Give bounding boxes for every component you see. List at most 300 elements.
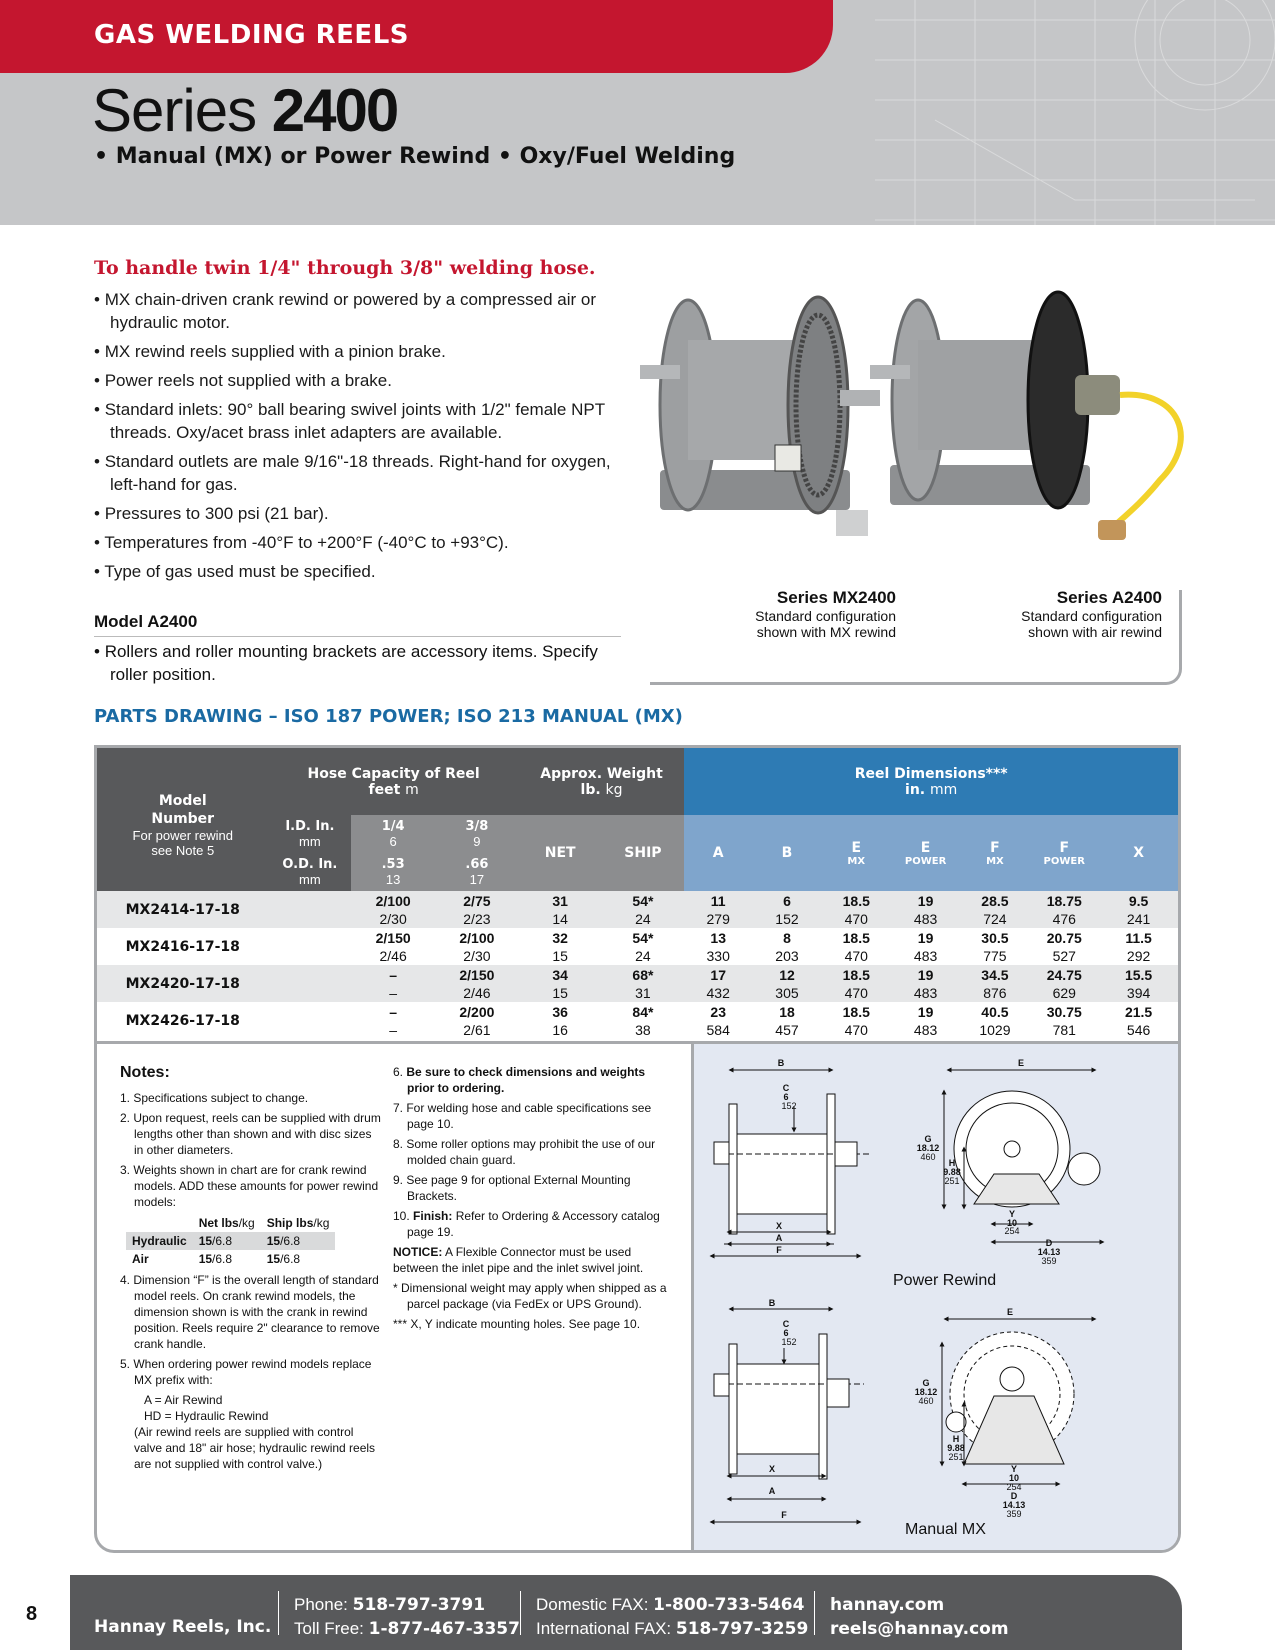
value-cell [351,928,435,965]
primary-value: 15.5 [1124,966,1153,983]
primary-value: 68* [632,966,654,983]
weight-header [519,748,685,815]
dim-col-header [891,815,961,891]
wt-val: 15 [198,1252,213,1266]
metric-value: 31 [635,984,651,1001]
od-mm: 13 [385,872,401,887]
od-inch: .53 [381,857,405,872]
value-cell [351,891,435,928]
power-rewind-end-view [944,1070,1102,1242]
note-5-hydraulic: HD = Hydraulic Rewind [144,1409,269,1423]
value-cell [684,891,752,928]
tollfree-label: Toll Free: [294,1619,364,1638]
domestic-fax-label: Domestic FAX: [536,1595,649,1614]
wt-unit: /6.8 [212,1234,233,1248]
primary-value: 30.75 [1046,1003,1082,1020]
dim-d-in: 14.13 [1002,1500,1026,1510]
company-name: Hannay Reels, Inc. [94,1617,272,1637]
metric-value: 432 [706,984,730,1001]
caption-line: shown with MX rewind [756,624,896,640]
note-6-num: 6. [393,1065,404,1079]
wt-net-unit: /kg [238,1216,255,1230]
mx2400-reel-image [640,297,880,536]
metric-value: 483 [913,947,938,964]
value-cell [891,1002,961,1039]
value-cell [519,891,602,928]
email-link[interactable]: reels@hannay.com [830,1619,1009,1639]
wt-name: Hydraulic [132,1234,187,1248]
note-6-text: Be sure to check dimensions and weights prior to ordering. [406,1065,646,1095]
value-cell [351,965,435,1002]
metric-value: 2/46 [379,947,407,964]
note-10-num: 10. [393,1209,410,1223]
caption-mx2400 [700,588,896,640]
id-inch: 3/8 [465,819,489,834]
dim-y-in: 10 [1006,1218,1018,1228]
value-cell [961,928,1030,965]
metric-value: 203 [775,947,799,964]
od-col-2 [435,853,519,891]
caption-a2400 [966,588,1162,640]
dim-c-label: C [782,1083,790,1093]
dim-g-in: 18.12 [914,1387,938,1397]
dim-f-label: F [781,1510,787,1520]
manual-mx-label: Manual MX [905,1521,986,1538]
note-1: 1. Specifications subject to change. [120,1091,309,1105]
specifications-panel [94,745,1181,1553]
dim-col-header [684,815,752,891]
mm-label: mm [299,834,321,849]
dim-h-mm: 251 [944,1176,960,1186]
value-cell [435,965,519,1002]
features-list [94,288,634,589]
value-cell [1029,965,1099,1002]
note-4: 4. Dimension “F” is the overall length of standard model reels. On crank rewind models, the dimension shown is with the crank in rewind position. Reels require 2" clearance to remove crank handle. [120,1273,380,1351]
primary-value: 54* [632,892,654,909]
dim-d-label: D [1045,1238,1053,1248]
dim-label: E [851,839,862,856]
primary-value: – [389,966,398,983]
model-divider [94,636,621,637]
metric-value: 476 [1052,910,1076,927]
id-label: I.D. In. [285,819,335,834]
primary-value: 11.5 [1125,929,1152,946]
dim-label: E [920,839,931,856]
value-cell [752,891,822,928]
primary-value: 19 [917,966,934,983]
hose-capacity-label: Hose Capacity of Reel [307,765,480,782]
caption-title: Series MX2400 [776,588,896,607]
dim-e-label: E [1006,1307,1014,1317]
wt-ship-header [261,1214,336,1232]
metric-value: 2/23 [463,910,491,927]
category-title: GAS WELDING REELS [94,20,409,50]
primary-value: 84* [632,1003,654,1020]
note-10-label: Finish: [413,1209,453,1223]
dim-label: X [1133,845,1144,861]
model-number-cell: MX2416-17-18 [97,928,269,965]
wt-val: 15 [266,1234,281,1248]
primary-value: 18.5 [842,929,870,946]
footer-faxes [536,1593,808,1641]
model-header-note: see Note 5 [151,842,215,858]
primary-value: 23 [710,1003,726,1020]
primary-value: 13 [710,929,726,946]
hose-capacity-header [269,748,519,815]
intl-fax-label: International FAX: [536,1619,672,1638]
dim-sub: POWER [1043,855,1085,867]
features-heading: To handle twin 1/4" through 3/8" welding hose. [94,257,596,279]
dim-sub: MX [986,855,1004,867]
dim-g-label: G [924,1134,932,1144]
id-col-2 [435,815,519,853]
dim-f-label: F [776,1245,782,1255]
model-list [94,640,634,686]
metric-value: 1029 [979,1021,1011,1038]
value-cell [1099,928,1178,965]
notes-column-left [120,1090,382,1476]
od-mm: 17 [469,872,485,887]
primary-value: 20.75 [1046,929,1082,946]
metric-value: 483 [913,1021,938,1038]
dim-c-label: C [782,1319,790,1329]
metric-value: 330 [706,947,730,964]
primary-value: 12 [779,966,795,983]
metric-value: 305 [775,984,799,1001]
value-cell [435,1002,519,1039]
footer-divider [278,1591,279,1635]
metric-value: 470 [844,1021,868,1038]
category-tab [0,0,833,73]
model-header-line: Model [158,792,207,809]
wt-val: 15 [266,1252,281,1266]
wt-ship-unit: /kg [313,1216,330,1230]
weight-units: kg [605,781,623,798]
note-triple-star: *** X, Y indicate mounting holes. See page 10. [393,1317,641,1331]
value-cell [752,1002,822,1039]
hose-units-bold: feet [368,781,401,798]
metric-value: 16 [552,1021,568,1038]
ship-header: SHIP [602,815,685,891]
power-rewind-label: Power Rewind [893,1272,997,1289]
value-cell [435,891,519,928]
metric-value: 38 [635,1021,651,1038]
net-header: NET [519,815,602,891]
model-number-cell: MX2426-17-18 [97,1002,269,1039]
dim-y-mm: 254 [1004,1226,1020,1236]
dim-h-in: 9.88 [943,1167,961,1177]
dim-g-mm: 460 [918,1396,934,1406]
wt-net-label: Net lbs [198,1216,239,1230]
feature-item: • Standard outlets are male 9/16"-18 threads. Right-hand for oxygen, left-hand for gas. [94,450,634,496]
dim-a-label: A [768,1486,776,1496]
footer-divider [520,1591,521,1635]
primary-value: 19 [917,1003,934,1020]
model-item: • Rollers and roller mounting brackets are accessory items. Specify roller position. [94,640,634,686]
metric-value: 546 [1126,1021,1151,1038]
metric-value: 292 [1126,947,1151,964]
dim-col-header [752,815,822,891]
id-inch: 1/4 [381,819,405,834]
notice [393,1244,668,1276]
dim-c-mm: 152 [781,1101,797,1111]
primary-value: 24.75 [1046,966,1082,983]
primary-value: 19 [917,929,934,946]
dim-h-label: H [952,1434,960,1444]
primary-value: 18.5 [842,892,870,909]
metric-value: 457 [775,1021,799,1038]
note-5-air: A = Air Rewind [144,1393,223,1407]
primary-value: 21.5 [1124,1003,1153,1020]
table-row [97,1002,1178,1039]
tollfree-number: 1-877-467-3357 [368,1619,520,1639]
value-cell [1029,928,1099,965]
metric-value: 470 [844,984,868,1001]
dim-col-header [822,815,891,891]
dim-label: F [1059,839,1070,856]
wt-row-net [193,1250,261,1268]
dimensions-units: mm [930,781,958,798]
phone-line [294,1593,520,1617]
wt-val: 15 [198,1234,213,1248]
notes-column-right [393,1064,668,1336]
notes-heading: Notes: [120,1064,170,1081]
footer-divider [814,1591,815,1635]
tollfree-line [294,1617,520,1641]
value-cell [602,891,685,928]
wt-row-net [193,1232,261,1250]
feature-item: • Standard inlets: 90° ball bearing swivel joints with 1/2" female NPT threads. Oxy/acet brass inlet adapters are available. [94,398,634,444]
dim-x-label: X [775,1221,783,1231]
dim-d-mm: 359 [1041,1256,1057,1266]
value-cell [961,1002,1030,1039]
caption-line: shown with air rewind [1028,624,1162,640]
intl-fax-line [536,1617,808,1641]
note-8: 8. Some roller options may prohibit the use of our molded chain guard. [393,1137,656,1167]
caption-line: Standard configuration [755,608,896,624]
value-cell [519,1002,602,1039]
dim-g-label: G [922,1378,930,1388]
table-row [97,965,1178,1002]
dim-c-in: 6 [783,1092,789,1102]
wt-net-header [193,1214,261,1232]
dim-col-header [1099,815,1178,891]
primary-value: 11 [710,892,726,909]
intl-fax-number: 518-797-3259 [675,1619,809,1639]
od-label-cell [269,853,352,891]
primary-value: 18.5 [842,966,870,983]
primary-value: 2/100 [375,892,411,909]
manual-mx-end-view [942,1319,1094,1484]
metric-value: 15 [552,984,568,1001]
feature-item: • Pressures to 300 psi (21 bar). [94,502,634,525]
wt-unit: /6.8 [212,1252,233,1266]
dim-a-label: A [775,1233,783,1243]
primary-value: 17 [710,966,726,983]
value-cell [891,891,961,928]
metric-value: 2/30 [463,947,491,964]
metric-value: 24 [635,910,651,927]
dimensions-header [684,748,1178,815]
page-footer [70,1575,1182,1650]
dim-g-mm: 460 [920,1152,936,1162]
dim-d-in: 14.13 [1037,1247,1061,1257]
website-link[interactable]: hannay.com [830,1595,945,1615]
feature-item: • Type of gas used must be specified. [94,560,634,583]
model-heading: Model A2400 [94,612,198,631]
primary-value: 34.5 [981,966,1009,983]
value-cell [891,965,961,1002]
metric-value: 15 [552,947,568,964]
primary-value: – [389,1003,398,1020]
value-cell [519,928,602,965]
wt-blank [126,1214,193,1232]
id-mm: 6 [389,834,397,849]
dim-y-label: Y [1008,1209,1016,1219]
dim-d-label: D [1010,1491,1018,1501]
primary-value: 19 [917,892,934,909]
primary-value: 2/200 [459,1003,495,1020]
model-number-cell: MX2420-17-18 [97,965,269,1002]
metric-value: 629 [1052,984,1076,1001]
feature-item: • Temperatures from -40°F to +200°F (-40°C to +93°C). [94,531,634,554]
metric-value: 775 [983,947,1007,964]
dim-h-mm: 251 [948,1452,964,1462]
primary-value: 6 [783,892,791,909]
page-number: 8 [26,1603,38,1625]
reel-photos [640,280,1240,580]
value-cell [1099,965,1178,1002]
blank-cell [269,965,352,1002]
dim-c-mm: 152 [781,1337,797,1347]
value-cell [822,965,891,1002]
power-rewind-side-view [712,1070,869,1256]
footer-phones [294,1593,520,1641]
note-3: 3. Weights shown in chart are for crank rewind models. ADD these amounts for power rewind models: [120,1163,379,1209]
parts-drawing-title: PARTS DRAWING – ISO 187 POWER; ISO 213 MANUAL (MX) [94,706,683,727]
wt-row-ship [261,1232,336,1250]
phone-number: 518-797-3791 [352,1595,486,1615]
value-cell [822,928,891,965]
note-5: 5. When ordering power rewind models replace MX prefix with: [120,1357,372,1387]
metric-value: 241 [1126,910,1151,927]
metric-value: 483 [913,984,938,1001]
primary-value: 31 [552,892,568,909]
domestic-fax-line [536,1593,808,1617]
metric-value: 876 [983,984,1007,1001]
hose-units: m [405,781,419,798]
series-word: Series [92,77,257,144]
value-cell [1099,891,1178,928]
dim-b-label: B [768,1298,776,1308]
wt-row-ship [261,1250,336,1268]
metric-value: 470 [844,910,868,927]
value-cell [1029,1002,1099,1039]
note-2: 2. Upon request, reels can be supplied with drum lengths other than shown and with disc sizes in other diameters. [120,1111,381,1157]
id-col-1 [351,815,435,853]
value-cell [684,1002,752,1039]
series-tagline: • Manual (MX) or Power Rewind • Oxy/Fuel Welding [94,144,736,169]
note-7: 7. For welding hose and cable specifications see page 10. [393,1101,652,1131]
metric-value: 24 [635,947,651,964]
primary-value: 54* [632,929,654,946]
phone-label: Phone: [294,1595,348,1614]
value-cell [752,928,822,965]
value-cell [822,1002,891,1039]
blank-cell [269,1002,352,1039]
value-cell [602,1002,685,1039]
footer-web [830,1593,1009,1641]
wt-unit: /6.8 [280,1234,301,1248]
feature-item: • MX rewind reels supplied with a pinion brake. [94,340,634,363]
table-row [97,928,1178,965]
metric-value: 279 [706,910,730,927]
value-cell [519,965,602,1002]
power-weight-table [126,1214,335,1268]
dim-d-mm: 359 [1006,1509,1022,1519]
a2400-reel-image [870,292,1181,540]
primary-value: 40.5 [981,1003,1009,1020]
dim-label: F [990,839,1000,856]
metric-value: – [389,984,398,1001]
dim-col-header [1029,815,1099,891]
metric-value: 2/46 [463,984,491,1001]
model-number-cell: MX2414-17-18 [97,891,269,928]
value-cell [351,1002,435,1039]
weight-label: Approx. Weight [540,765,663,782]
metric-value: 470 [844,947,868,964]
feature-item: • MX chain-driven crank rewind or powered by a compressed air or hydraulic motor. [94,288,634,334]
wt-ship-label: Ship lbs [266,1216,314,1230]
model-number-header [97,748,269,891]
dimensions-label: Reel Dimensions*** [854,765,1008,782]
value-cell [1099,1002,1178,1039]
metric-value: 2/30 [379,910,407,927]
wt-row-name [126,1250,193,1268]
value-cell [961,965,1030,1002]
page-header [0,0,1275,225]
primary-value: 2/75 [463,892,491,909]
primary-value: 9.5 [1128,892,1149,909]
blank-cell [269,891,352,928]
caption-line: Standard configuration [1021,608,1162,624]
dim-g-in: 18.12 [916,1143,940,1153]
value-cell [891,928,961,965]
value-cell [602,928,685,965]
model-header-note: For power rewind [132,827,233,843]
note-6 [393,1064,668,1096]
od-col-1 [351,853,435,891]
metric-value: 483 [913,910,938,927]
dim-y-in: 10 [1008,1473,1020,1483]
table-row [97,891,1178,928]
dim-col-header [961,815,1030,891]
primary-value: 34 [552,966,568,983]
metric-value: 781 [1052,1021,1076,1038]
value-cell [435,928,519,965]
series-title [92,76,397,145]
blank-cell [269,928,352,965]
primary-value: 8 [783,929,791,946]
dim-sub: MX [847,855,866,867]
value-cell [752,965,822,1002]
note-9: 9. See page 9 for optional External Mounting Brackets. [393,1173,631,1203]
metric-value: 14 [552,910,568,927]
note-star: * Dimensional weight may apply when shipped as a parcel package (via FedEx or UPS Ground). [393,1281,667,1311]
id-mm: 9 [473,834,481,849]
primary-value: 2/150 [375,929,411,946]
id-label-cell [269,815,352,853]
